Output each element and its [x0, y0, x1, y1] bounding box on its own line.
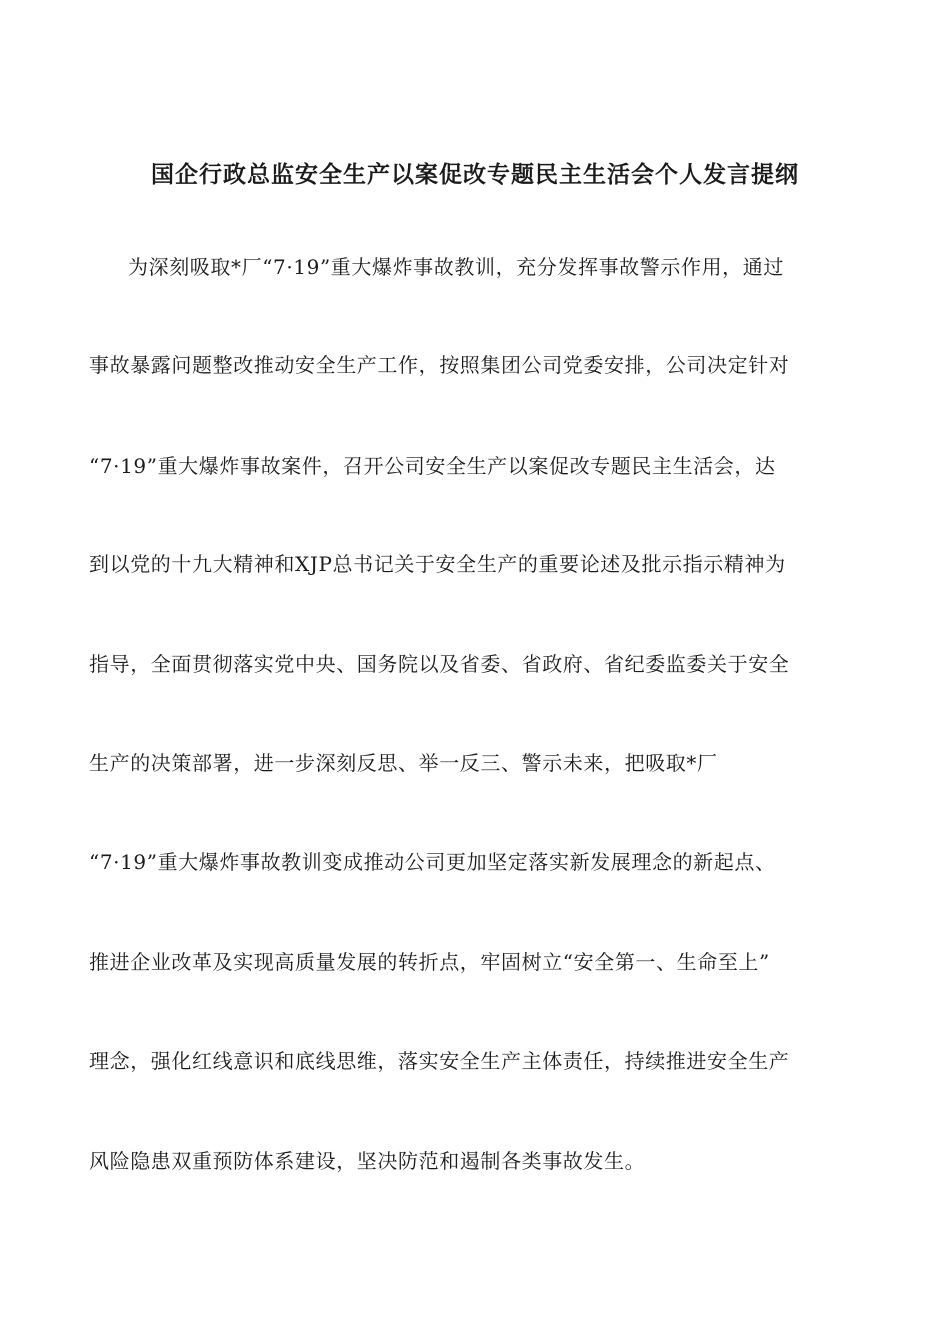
paragraph-line-6: 生产的决策部署，进一步深刻反思、举一反三、警示未来，把吸取*厂 — [89, 751, 718, 775]
document-title: 国企行政总监安全生产以案促改专题民主生活会个人发言提纲 — [151, 161, 799, 188]
paragraph-line-5: 指导，全面贯彻落实党中央、国务院以及省委、省政府、省纪委监委关于安全 — [89, 652, 790, 676]
paragraph-line-9: 理念，强化红线意识和底线思维，落实安全生产主体责任，持续推进安全生产 — [89, 1049, 790, 1073]
paragraph-line-3: “7·19”重大爆炸事故案件，召开公司安全生产以案促改专题民主生活会，达 — [89, 454, 776, 478]
paragraph-line-7: “7·19”重大爆炸事故教训变成推动公司更加坚定落实新发展理念的新起点、 — [89, 850, 776, 874]
paragraph-line-10: 风险隐患双重预防体系建设，坚决防范和遏制各类事故发生。 — [89, 1149, 646, 1173]
paragraph-line-8: 推进企业改革及实现高质量发展的转折点，牢固树立“安全第一、生命至上” — [89, 950, 770, 974]
paragraph-line-1: 为深刻吸取*厂“7·19”重大爆炸事故教训，充分发挥事故警示作用，通过 — [128, 255, 784, 279]
paragraph-line-4: 到以党的十九大精神和XJP总书记关于安全生产的重要论述及批示指示精神为 — [89, 552, 786, 576]
paragraph-line-2: 事故暴露问题整改推动安全生产工作，按照集团公司党委安排，公司决定针对 — [89, 353, 790, 377]
